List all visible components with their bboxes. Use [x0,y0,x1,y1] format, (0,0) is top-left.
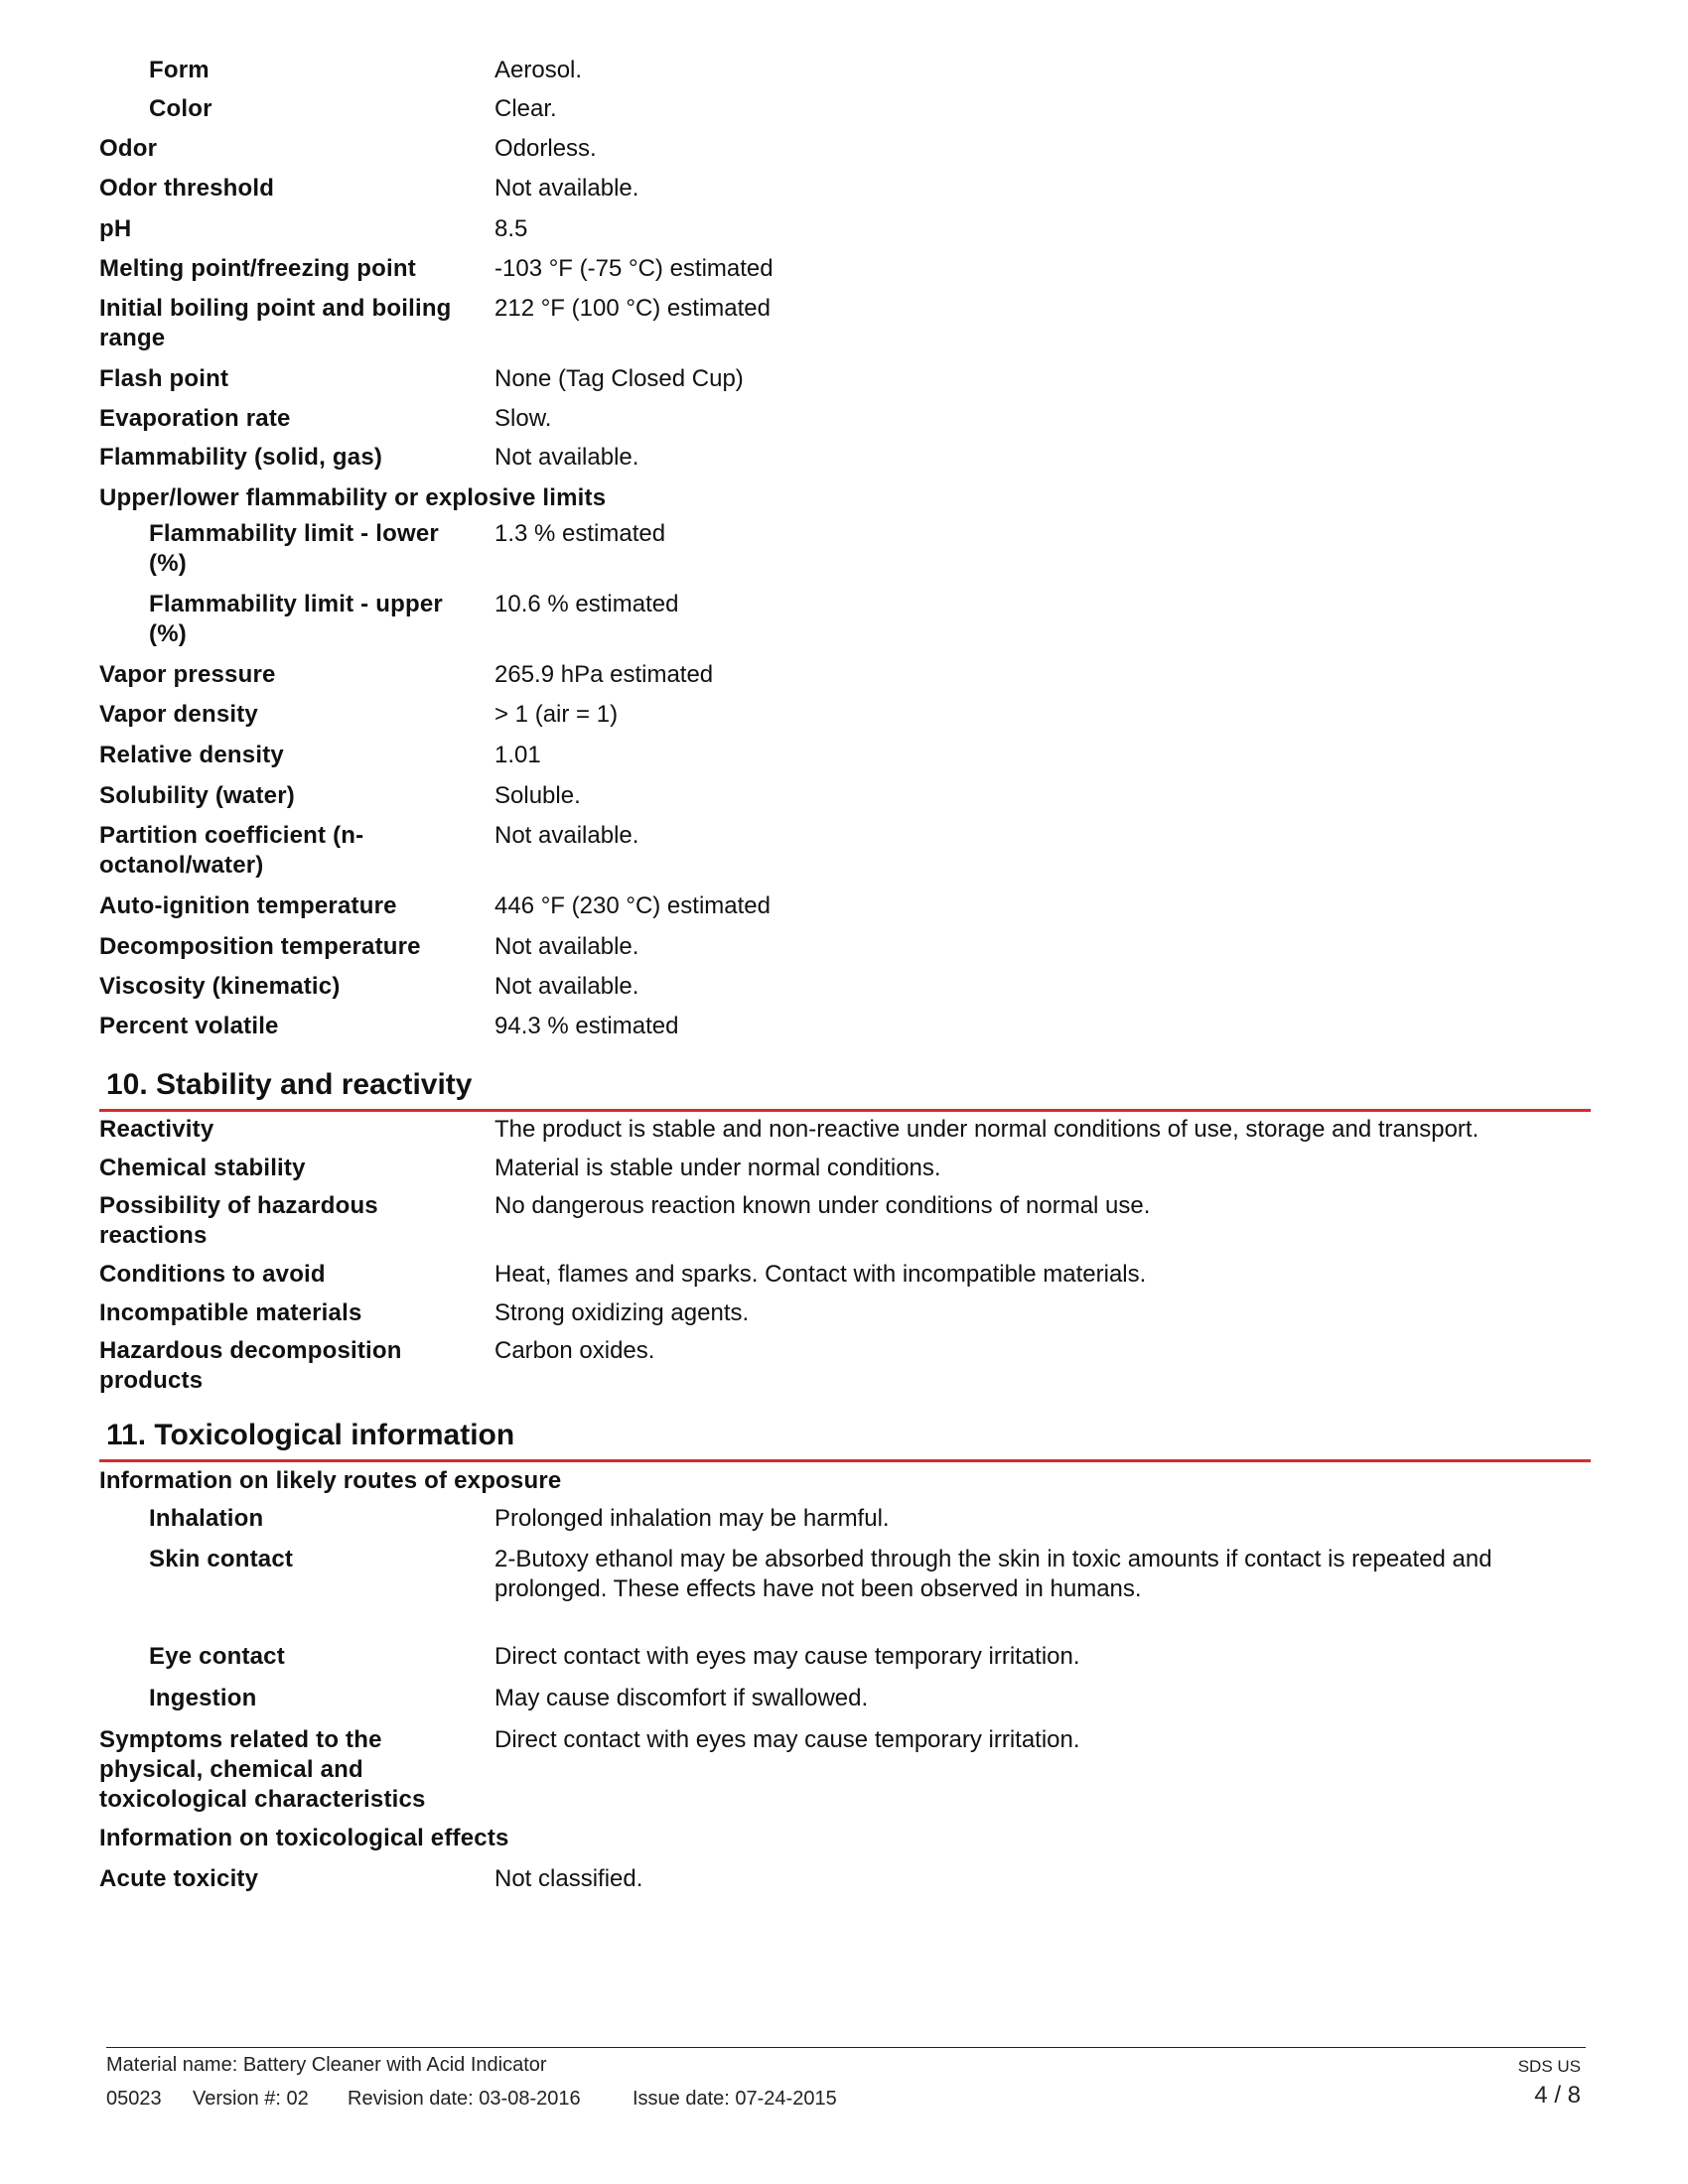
tox-label: Inhalation [149,1505,264,1532]
footer-doc-type: SDS US [1517,2057,1581,2076]
property-label: Solubility (water) [99,782,295,809]
section-divider [99,1459,1591,1462]
section-divider [99,1109,1591,1112]
property-value: 1.3 % estimated [494,520,666,547]
property-label: Partition coefficient (n-octanol/water) [99,822,364,879]
toxicological-effects-heading: Information on toxicological effects [99,1825,509,1851]
property-value: Not available. [494,822,639,849]
stability-value: Material is stable under normal conditions. [494,1155,941,1181]
property-value: 94.3 % estimated [494,1013,679,1039]
property-value: 10.6 % estimated [494,591,679,617]
footer-version: Version #: 02 [193,2088,309,2110]
stability-label: Chemical stability [99,1155,306,1181]
section-10-title: 10. Stability and reactivity [106,1068,473,1101]
footer-material-name: Material name: Battery Cleaner with Acid Indicator [106,2054,547,2076]
property-value: None (Tag Closed Cup) [494,365,744,392]
property-value: 212 °F (100 °C) estimated [494,295,771,322]
stability-value: Heat, flames and sparks. Contact with incompatible materials. [494,1261,1147,1288]
property-label: Color [149,95,212,122]
stability-label: Conditions to avoid [99,1261,326,1288]
section-11-title: 11. Toxicological information [106,1419,515,1451]
property-label: Vapor density [99,701,258,728]
tox-label: Eye contact [149,1643,285,1670]
property-value: 265.9 hPa estimated [494,661,714,688]
property-label: Form [149,57,210,83]
property-value: -103 °F (-75 °C) estimated [494,255,774,282]
property-label: Odor [99,135,158,162]
property-label: Upper/lower flammability or explosive limits [99,484,607,511]
property-label: Flammability limit - lower (%) [149,520,439,577]
property-label: Evaporation rate [99,405,291,432]
property-value: Not available. [494,973,639,1000]
tox-label: Ingestion [149,1685,257,1711]
property-label: pH [99,215,132,242]
property-value: 8.5 [494,215,528,242]
tox-value: Direct contact with eyes may cause temporary irritation. [494,1726,1080,1753]
property-value: Slow. [494,405,552,432]
property-value: Aerosol. [494,57,583,83]
footer-issue-date: Issue date: 07-24-2015 [633,2088,837,2110]
property-value: > 1 (air = 1) [494,701,619,728]
footer-product-code: 05023 [106,2088,162,2110]
tox-value: Prolonged inhalation may be harmful. [494,1505,890,1532]
property-label: Melting point/freezing point [99,255,416,282]
stability-label: Reactivity [99,1116,214,1143]
property-label: Percent volatile [99,1013,279,1039]
stability-value: Carbon oxides. [494,1337,655,1364]
property-label: Auto-ignition temperature [99,892,397,919]
property-value: 1.01 [494,742,541,768]
stability-value: Strong oxidizing agents. [494,1299,750,1326]
property-label: Initial boiling point and boiling range [99,295,452,351]
property-value: Soluble. [494,782,581,809]
stability-label: Hazardous decomposition products [99,1337,402,1394]
tox-label: Skin contact [149,1546,294,1572]
stability-label: Incompatible materials [99,1299,362,1326]
stability-value: The product is stable and non-reactive under normal conditions of use, storage and transport. [494,1116,1479,1143]
routes-of-exposure-heading: Information on likely routes of exposure [99,1467,562,1494]
tox-label: Acute toxicity [99,1865,259,1892]
property-label: Viscosity (kinematic) [99,973,341,1000]
property-label: Vapor pressure [99,661,276,688]
tox-value: 2-Butoxy ethanol may be absorbed through the skin in toxic amounts if contact is repeated and prolonged. These effects have not been observed in humans. [494,1546,1492,1602]
tox-value: Not classified. [494,1865,643,1892]
tox-label: Symptoms related to the physical, chemical and toxicological characteristics [99,1726,426,1813]
property-label: Decomposition temperature [99,933,421,960]
property-value: Not available. [494,444,639,471]
stability-label: Possibility of hazardous reactions [99,1192,378,1249]
stability-value: No dangerous reaction known under conditions of normal use. [494,1192,1151,1219]
footer-page-number: 4 / 8 [1534,2082,1581,2109]
footer-divider [106,2047,1586,2048]
footer-revision-date: Revision date: 03-08-2016 [348,2088,581,2110]
property-value: 446 °F (230 °C) estimated [494,892,771,919]
property-label: Flash point [99,365,229,392]
property-value: Odorless. [494,135,597,162]
tox-value: May cause discomfort if swallowed. [494,1685,869,1711]
property-label: Flammability limit - upper (%) [149,591,443,647]
property-value: Clear. [494,95,557,122]
tox-value: Direct contact with eyes may cause temporary irritation. [494,1643,1080,1670]
property-label: Relative density [99,742,284,768]
property-label: Flammability (solid, gas) [99,444,383,471]
property-value: Not available. [494,933,639,960]
property-value: Not available. [494,175,639,202]
property-label: Odor threshold [99,175,275,202]
